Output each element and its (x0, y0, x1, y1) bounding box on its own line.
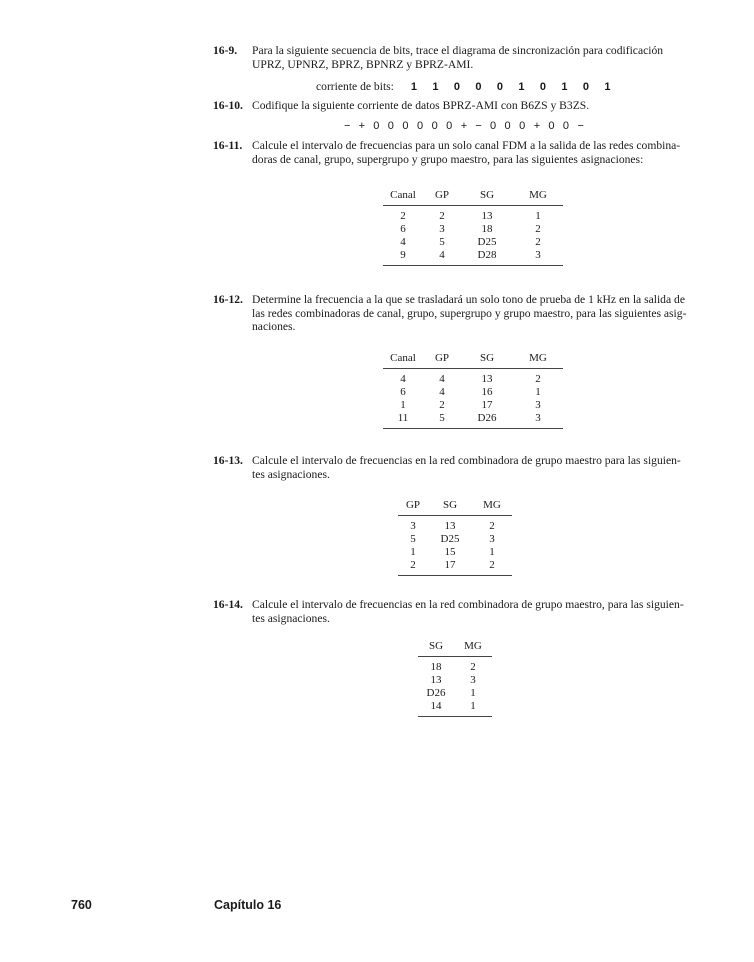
problem-text-line: tes asignaciones. (252, 467, 330, 481)
ami-symbol: − (475, 120, 482, 132)
table-cell: 1 (400, 399, 406, 411)
table-cell: 6 (400, 386, 406, 398)
table-cell: 3 (439, 223, 445, 235)
table-cell: 13 (444, 520, 456, 532)
ami-symbol: + (358, 120, 366, 132)
bitstream (316, 80, 626, 93)
bit: 0 (496, 81, 503, 93)
table-cell: 2 (439, 210, 445, 222)
table-cell: 16 (481, 386, 493, 398)
col-header: GP (423, 352, 461, 369)
table-row (383, 206, 563, 224)
table-cell: 4 (439, 386, 445, 398)
problem-text-line: Calcule el intervalo de frecuencias para un solo canal FDM a la salida de las redes combina- (252, 139, 681, 152)
bit: 0 (582, 81, 589, 93)
bit: 1 (518, 81, 525, 93)
table-cell: 1 (535, 386, 541, 398)
problem-text-line: Para la siguiente secuencia de bits, trace el diagrama de sincronización para codificación (252, 44, 664, 57)
bitstream-values (411, 81, 626, 93)
ami-symbol: 0 (431, 120, 438, 132)
table-cell: 4 (400, 236, 406, 248)
problem-text-line: naciones. (252, 320, 296, 333)
col-header: GP (398, 499, 428, 516)
table-cell: 2 (398, 559, 428, 576)
ami-symbol: 0 (387, 120, 394, 132)
table-cell: D26 (461, 412, 513, 429)
assignment-table-2 (383, 352, 563, 429)
col-header: Canal (383, 352, 423, 369)
bit: 1 (604, 81, 611, 93)
table-cell: 1 (470, 687, 476, 699)
assignment-table-1 (383, 189, 563, 266)
table-row (383, 386, 563, 399)
problem-text-line: Calcule el intervalo de frecuencias en la red combinadora de grupo maestro, para las siguien- (252, 598, 684, 611)
table-row (383, 369, 563, 387)
ami-symbol: 0 (416, 120, 424, 132)
table-cell: 1 (410, 546, 416, 558)
table-row (383, 223, 563, 236)
table-row (398, 516, 512, 534)
col-header: Canal (383, 189, 423, 206)
table-row (418, 674, 492, 687)
ami-symbol: 0 (519, 120, 526, 132)
problem-text-line: doras de canal, grupo, supergrupo y grupo maestro, para las siguientes asignaciones: (252, 152, 644, 166)
table-cell: 2 (400, 210, 406, 222)
bit: 1 (561, 81, 568, 93)
table-cell: 1 (535, 210, 541, 222)
col-header: MG (513, 189, 563, 206)
problem-text-line: Calcule el intervalo de frecuencias en la red combinadora de grupo maestro para las siguien- (252, 454, 681, 467)
table-cell: 3 (410, 520, 416, 532)
table-cell: 15 (444, 546, 456, 558)
table-cell: 3 (470, 674, 476, 686)
bit: 1 (432, 81, 439, 93)
table-cell: 3 (489, 533, 495, 545)
table-cell: 2 (472, 559, 512, 576)
ami-symbol: − (577, 120, 584, 132)
bit: 1 (410, 81, 417, 93)
table-cell: 18 (430, 661, 442, 673)
table-cell: D25 (440, 533, 460, 545)
chapter-label: Capítulo 16 (214, 898, 282, 912)
table-cell: 2 (535, 236, 541, 248)
table-row (418, 700, 492, 717)
table-cell: 14 (418, 700, 454, 717)
col-header: SG (418, 640, 454, 657)
table-row (383, 399, 563, 412)
table-row (383, 249, 563, 266)
ami-symbol: + (533, 120, 541, 132)
table-cell: 4 (400, 373, 406, 385)
bit: 0 (475, 81, 482, 93)
table-cell: 17 (428, 559, 472, 576)
table-cell: 13 (481, 210, 493, 222)
bitstream-label: corriente de bits: (316, 80, 394, 93)
table-cell: D26 (426, 687, 446, 699)
ami-symbol: 0 (489, 120, 497, 132)
table-cell: 17 (481, 399, 493, 411)
page-number: 760 (71, 898, 92, 912)
bit: 0 (539, 81, 546, 93)
bit: 0 (453, 81, 460, 93)
problem-number: 16-9. (213, 44, 238, 57)
assignment-table-4 (418, 640, 492, 717)
ami-symbol: 0 (373, 120, 380, 132)
table-cell: 3 (513, 249, 563, 266)
table-cell: 3 (535, 399, 541, 411)
table-row (398, 546, 512, 559)
table-row (398, 559, 512, 576)
table-cell: 2 (535, 223, 541, 235)
assignment-table-3 (398, 499, 512, 576)
problem-text-line: Determine la frecuencia a la que se trasladará un solo tono de prueba de 1 kHz en la salida de (252, 293, 685, 306)
ami-symbol: − (344, 120, 351, 132)
table-cell: 2 (470, 661, 476, 673)
problem-number: 16-12. (213, 293, 243, 306)
table-row (418, 687, 492, 700)
table-cell: 13 (481, 373, 493, 385)
col-header: MG (454, 640, 492, 657)
col-header: SG (428, 499, 472, 516)
problem-text-line: las redes combinadoras de canal, grupo, supergrupo y grupo maestro, para las siguientes asig- (252, 306, 687, 320)
ami-sequence (344, 120, 592, 132)
ami-symbol: 0 (504, 120, 511, 132)
problem-number: 16-10. (213, 99, 243, 112)
problem-text-line: Codifique la siguiente corriente de datos BPRZ-AMI con B6ZS y B3ZS. (252, 99, 590, 112)
table-row (398, 533, 512, 546)
table-row (383, 412, 563, 429)
table-cell: 2 (489, 520, 495, 532)
table-cell: 1 (454, 700, 492, 717)
problem-number: 16-11. (213, 139, 243, 152)
table-cell: 1 (489, 546, 495, 558)
problem-number: 16-13. (213, 454, 243, 467)
col-header: SG (461, 189, 513, 206)
table-cell: D28 (461, 249, 513, 266)
col-header: GP (423, 189, 461, 206)
table-cell: 5 (410, 533, 416, 545)
ami-symbol: 0 (402, 120, 409, 132)
table-row (418, 657, 492, 675)
table-cell: 18 (481, 223, 493, 235)
problem-text-line: tes asignaciones. (252, 611, 330, 625)
col-header: SG (461, 352, 513, 369)
ami-symbol: 0 (446, 120, 453, 132)
table-cell: 13 (430, 674, 442, 686)
table-cell: 5 (423, 412, 461, 429)
table-cell: 4 (439, 373, 445, 385)
table-cell: 9 (383, 249, 423, 266)
ami-symbol: 0 (548, 120, 555, 132)
table-cell: 2 (439, 399, 445, 411)
table-cell: 11 (383, 412, 423, 429)
problem-number: 16-14. (213, 598, 243, 611)
table-cell: 4 (423, 249, 461, 266)
problem-text-line: UPRZ, UPNRZ, BPRZ, BPNRZ y BPRZ-AMI. (252, 57, 474, 71)
table-cell: 5 (439, 236, 445, 248)
col-header: MG (472, 499, 512, 516)
table-cell: 2 (535, 373, 541, 385)
table-cell: 6 (400, 223, 406, 235)
col-header: MG (513, 352, 563, 369)
ami-symbol: 0 (562, 120, 570, 132)
table-row (383, 236, 563, 249)
table-cell: 3 (513, 412, 563, 429)
table-cell: D25 (477, 236, 497, 248)
ami-symbol: + (460, 120, 468, 132)
